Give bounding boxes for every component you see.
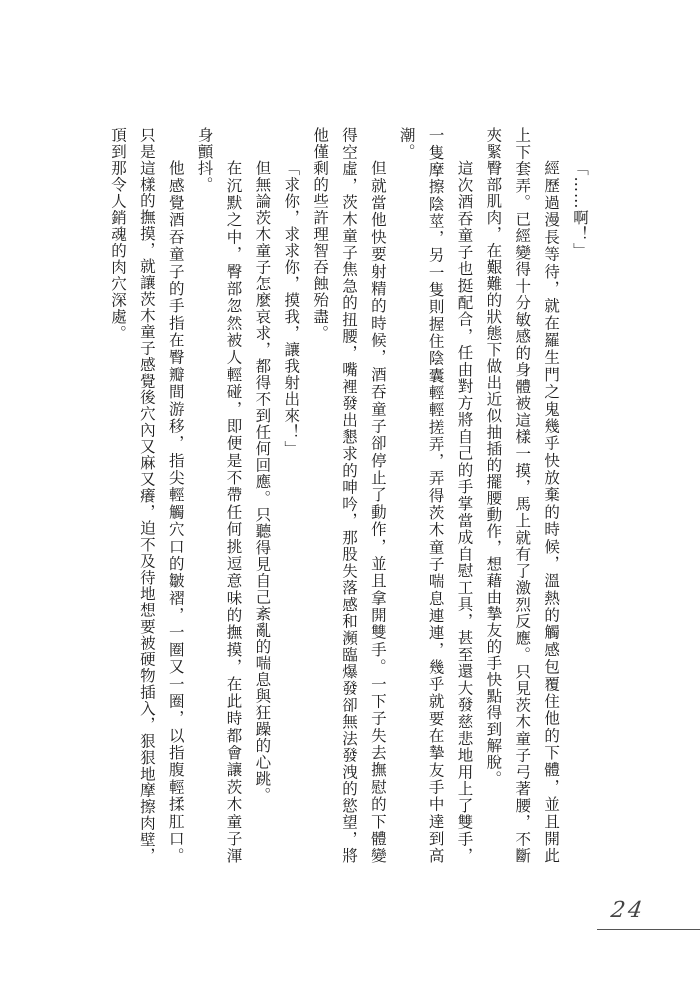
body-text bbox=[103, 127, 594, 863]
paragraph bbox=[305, 127, 392, 863]
paragraph bbox=[190, 127, 248, 863]
text-column: 上下套弄。已經變得十分敏感的身體被這樣一摸，馬上就有了激烈反應。只見茨木童子弓著腰，不斷 bbox=[513, 127, 532, 863]
paragraph bbox=[248, 127, 277, 863]
text-column: 頂到那令人銷魂的肉穴深處。 bbox=[109, 127, 127, 342]
text-column: 在沉默之中，臀部忽然被人輕碰，即便是不帶任何挑逗意味的撫摸，在此時都會讓茨木童子渾 bbox=[224, 160, 243, 863]
text-column: 他感覺酒吞童子的手指在臀瓣間游移，指尖輕觸穴口的皺褶，一圈又一圈，以指腹輕揉肛口。 bbox=[166, 160, 185, 863]
text-column: 夾緊臀部肌肉，在艱難的狀態下做出近似抽插的擺腰動作，想藉由摯友的手快點得到解脫。 bbox=[484, 127, 503, 787]
paragraph bbox=[276, 127, 305, 863]
text-column: 但就當他快要射精的時候，酒吞童子卻停止了動作，並且拿開雙手。一下子失去撫慰的下體變 bbox=[368, 160, 387, 863]
paragraph bbox=[392, 127, 479, 863]
paragraph bbox=[479, 127, 566, 863]
text-column: 這次酒吞童子也挺配合，任由對方將自己的手掌當成自慰工具，甚至還大發慈悲地用上了雙手， bbox=[455, 160, 474, 863]
page-number: 24 bbox=[609, 898, 647, 923]
text-column: 潮。 bbox=[397, 127, 416, 160]
text-column: 但無論茨木童子怎麼哀求，都得不到任何回應。只聽得見自己紊亂的喘息與狂躁的心跳。 bbox=[253, 160, 272, 804]
text-column: 身顫抖。 bbox=[195, 127, 214, 193]
paragraph bbox=[565, 127, 594, 863]
text-column: 他僅剩的些許理智吞蝕殆盡。 bbox=[311, 127, 330, 342]
text-column: 經歷過漫長等待，就在羅生門之鬼幾乎快放棄的時候，溫熱的觸感包覆住他的下體，並且開此 bbox=[542, 160, 561, 863]
text-column: 只是這樣的撫摸，就讓茨木童子感覺後穴內又麻又癢，迫不及待地想要被硬物插入，狠狠地摩擦肉壁， bbox=[137, 127, 156, 863]
paragraph bbox=[103, 127, 190, 863]
text-column: 得空虛，茨木童子焦急的扭腰，嘴裡發出懇求的呻吟，那股失落感和瀕臨爆發卻無法發洩的慾望，將 bbox=[340, 127, 358, 863]
text-column: 「……啊！」 bbox=[571, 160, 589, 259]
page-number-underline bbox=[597, 929, 700, 930]
text-column: 一隻摩擦陰莖，另一隻則握住陰囊輕輕搓弄，弄得茨木童子喘息連連，幾乎就要在摯友手中達到高 bbox=[426, 127, 445, 863]
text-column: 「求你，求求你，摸我，讓我射出來！」 bbox=[282, 160, 301, 457]
